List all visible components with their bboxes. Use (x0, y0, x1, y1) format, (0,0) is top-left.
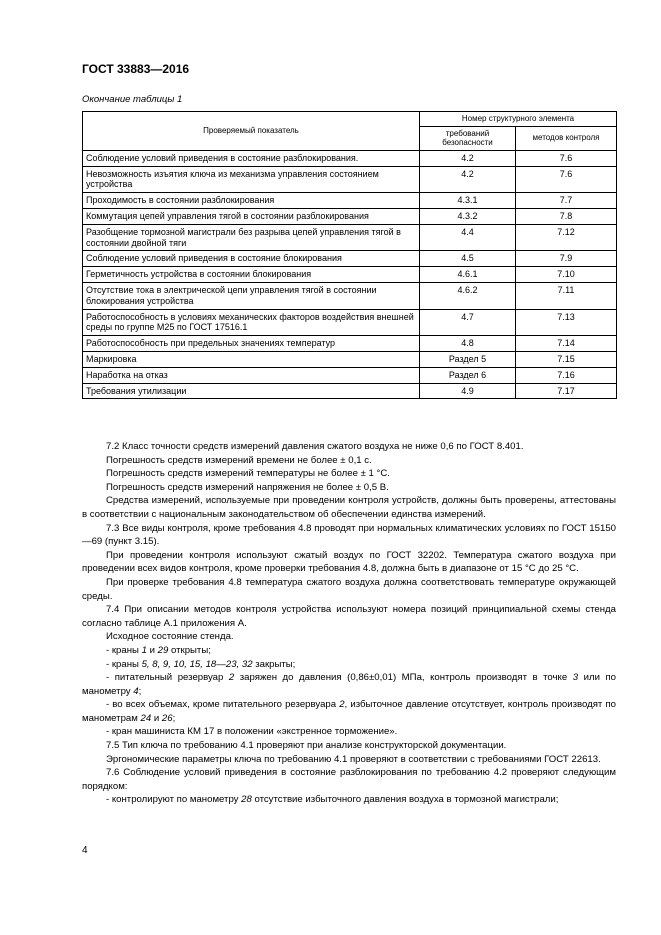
cell-method: 7.11 (516, 282, 617, 309)
cell-req: Раздел 6 (420, 367, 516, 383)
cell-req: 4.8 (420, 336, 516, 352)
list-item: - кран машиниста КМ 17 в положении «экстренное торможение». (106, 726, 398, 738)
table-row (83, 267, 617, 283)
cell-name: Наработка на отказ (83, 367, 420, 383)
table-row (83, 282, 617, 309)
paragraph: Погрешность средств измерений температуры не более ± 1 °С. (106, 468, 390, 480)
table-caption: Окончание таблицы 1 (82, 94, 183, 105)
cell-name: Работоспособность в условиях механических факторов воздействия внешней среды по группе М25 по ГОСТ 17516.1 (83, 309, 420, 336)
cell-name: Проходимость в состоянии разблокирования (83, 193, 420, 209)
list-item: - краны 1 и 29 открыты; (106, 644, 211, 656)
list-item: - во всех объемах, кроме питательного резервуара 2, избыточное давление отсутствует, контроль производят по манометрам 24 и 26; (82, 699, 616, 724)
cell-method: 7.10 (516, 267, 617, 283)
cell-name: Соблюдение условий приведения в состояние разблокирования. (83, 150, 420, 166)
paragraph: 7.2 Класс точности средств измерений давления сжатого воздуха не ниже 0,6 по ГОСТ 8.401. (106, 441, 524, 452)
table-row (83, 251, 617, 267)
cell-name: Требования утилизации (83, 383, 420, 399)
paragraph: 7.4 При описании методов контроля устройства используют номера позиций принципиальной схемы стенда согласно таблице А.1 приложения А. (82, 604, 616, 629)
paragraph: 7.5 Тип ключа по требованию 4.1 проверяют при анализе конструкторской документации. (106, 740, 507, 752)
cell-name: Работоспособность при предельных значениях температур (83, 336, 420, 352)
table-row (83, 166, 617, 193)
cell-name: Маркировка (83, 351, 420, 367)
cell-req: 4.4 (420, 224, 516, 251)
table-row (83, 208, 617, 224)
table-row (83, 336, 617, 352)
document-header: ГОСТ 33883—2016 (82, 62, 190, 76)
cell-method: 7.15 (516, 351, 617, 367)
cell-req: 4.6.2 (420, 282, 516, 309)
cell-method: 7.14 (516, 336, 617, 352)
col-indicator-header: Проверяемый показатель (83, 112, 420, 151)
requirements-table (82, 111, 617, 399)
list-item: - контролируют по манометру 28 отсутствие избыточного давления воздуха в тормозной магистрали; (106, 794, 559, 806)
paragraph: При проверке требования 4.8 температура сжатого воздуха должна соответствовать температуре окружающей среды. (82, 576, 616, 602)
paragraph: 7.6 Соблюдение условий приведения в состояние разблокирования по требованию 4.2 проверяют следующим порядком: (82, 767, 616, 792)
cell-req: 4.3.2 (420, 208, 516, 224)
table-row (83, 367, 617, 383)
cell-method: 7.8 (516, 208, 617, 224)
cell-method: 7.7 (516, 193, 617, 209)
cell-req: 4.2 (420, 150, 516, 166)
cell-name: Разобщение тормозной магистрали без разрыва цепей управления тягой в состоянии двойной тяги (83, 224, 420, 251)
cell-method: 7.6 (516, 166, 617, 193)
cell-req: 4.7 (420, 309, 516, 336)
cell-method: 7.12 (516, 224, 617, 251)
cell-name: Коммутация цепей управления тягой в состоянии разблокирования (83, 208, 420, 224)
cell-req: Раздел 5 (420, 351, 516, 367)
cell-method: 7.13 (516, 309, 617, 336)
paragraph: Средства измерений, используемые при проведении контроля устройств, должны быть проверены, аттестованы в соответствии с национальным законодательством об обеспечении единства измерений. (82, 495, 616, 520)
table-row (83, 309, 617, 336)
table-row (83, 224, 617, 251)
paragraph: Погрешность средств измерений напряжения не более ± 0,5 В. (106, 481, 389, 493)
table-row (83, 351, 617, 367)
paragraph: Исходное состояние стенда. (106, 631, 234, 643)
cell-name: Отсутствие тока в электрической цепи управления тягой в состоянии блокирования устройства (83, 282, 420, 309)
list-item: - краны 5, 8, 9, 10, 15, 18—23, 32 закрыты; (106, 658, 296, 670)
cell-method: 7.17 (516, 383, 617, 399)
col-req-header: требований безопасности (420, 126, 516, 150)
table-row (83, 150, 617, 166)
paragraph: Эргономические параметры ключа по требованию 4.1 проверяют в соответствии с требованиями ГОСТ 22613. (106, 753, 601, 765)
cell-name: Невозможность изъятия ключа из механизма управления состоянием устройства (83, 166, 420, 193)
cell-name: Соблюдение условий приведения в состояние блокирования (83, 251, 420, 267)
cell-req: 4.3.1 (420, 193, 516, 209)
cell-req: 4.5 (420, 251, 516, 267)
page-number: 4 (82, 845, 88, 856)
paragraph: Погрешность средств измерений времени не более ± 0,1 с. (106, 454, 372, 466)
body-text (82, 440, 616, 807)
paragraph: 7.3 Все виды контроля, кроме требования 4.8 проводят при нормальных климатических условиях по ГОСТ 15150—69 (пункт 3.15). (82, 522, 616, 548)
paragraph: При проведении контроля используют сжатый воздух по ГОСТ 32202. Температура сжатого воздуха при проведении всех видов контроля, кроме проверки требования 4.8, должна быть в диапазоне от 15 °С до 25 °С. (82, 549, 616, 575)
cell-req: 4.9 (420, 383, 516, 399)
col-group-header: Номер структурного элемента (420, 112, 617, 127)
cell-req: 4.2 (420, 166, 516, 193)
cell-method: 7.9 (516, 251, 617, 267)
table-row (83, 193, 617, 209)
cell-method: 7.16 (516, 367, 617, 383)
cell-method: 7.6 (516, 150, 617, 166)
col-method-header: методов контроля (516, 126, 617, 150)
cell-name: Герметичность устройства в состоянии блокирования (83, 267, 420, 283)
list-item: - питательный резервуар 2 заряжен до давления (0,86±0,01) МПа, контроль производят в точке 3 или по манометру 4; (82, 672, 617, 697)
cell-req: 4.6.1 (420, 267, 516, 283)
table-row (83, 383, 617, 399)
